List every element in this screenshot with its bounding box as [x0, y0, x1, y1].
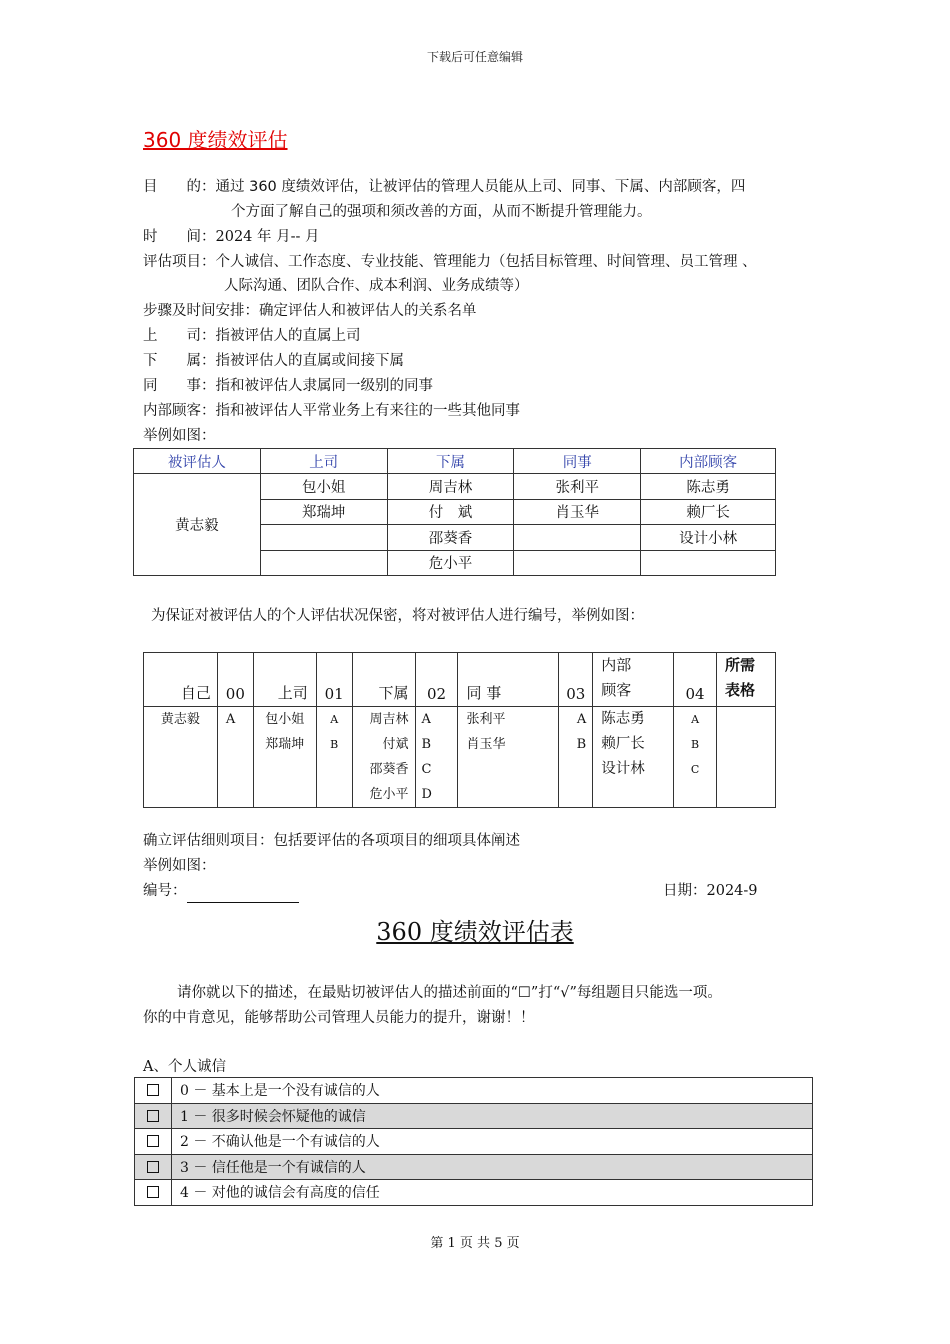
header-cell: [593, 653, 674, 707]
option-row[interactable]: [135, 1180, 813, 1206]
form-title-text: 360 度绩效评估表: [376, 918, 574, 946]
purpose-text: 通过 360 度绩效评估，让被评估的管理人员能从上司、同事、下属、内部顾客，四: [215, 179, 746, 195]
instruction-line-2: 你的中肯意见，能够帮助公司管理人员能力的提升，谢谢！！: [143, 1010, 535, 1026]
header-cell: 00: [217, 653, 253, 707]
header-cell: 自己: [144, 653, 218, 707]
steps-row: 步骤及时间安排：确定评估人和被评估人的关系名单: [143, 303, 477, 319]
checkbox-icon[interactable]: [147, 1084, 159, 1096]
table-cell: 赖厂长: [641, 499, 776, 525]
items-text: 个人诚信、工作态度、专业技能、管理能力（包括目标管理、时间管理、员工管理 、: [215, 254, 757, 270]
boss-row: [143, 324, 361, 348]
table-cell: 设计小林: [641, 525, 776, 551]
sub-name: 付斌: [382, 737, 409, 752]
integrity-table: [134, 1077, 813, 1206]
sub-row: [143, 349, 404, 373]
peer-codes-cell: [559, 707, 593, 808]
header-line: 表格: [725, 681, 756, 699]
table-cell: 陈志勇: [641, 474, 776, 500]
boss-names-cell: [253, 707, 316, 808]
client-text: 指和被评估人平常业务上有来往的一些其他同事: [215, 403, 520, 419]
table-cell: 付 斌: [387, 499, 514, 525]
section-a-title: A、个人诚信: [143, 1059, 226, 1075]
header-cell: [717, 653, 776, 707]
option-row[interactable]: [135, 1078, 813, 1104]
client-names-cell: [593, 707, 674, 808]
client-code: B: [691, 738, 700, 751]
table-cell: 郑瑞坤: [260, 499, 387, 525]
checkbox-icon[interactable]: [147, 1110, 159, 1122]
header-cell: 上司: [253, 653, 316, 707]
boss-code: A: [330, 713, 339, 726]
boss-name: 包小姐: [265, 712, 305, 727]
peer-row: [143, 374, 433, 398]
instruction-line-1: 请你就以下的描述，在最贴切被评估人的描述前面的“☐”打“√”每组题目只能选一项。: [177, 985, 722, 1001]
option-row[interactable]: [135, 1154, 813, 1180]
table-cell: [260, 550, 387, 576]
header-cell: 下属: [352, 653, 415, 707]
sub-text: 指被评估人的直属或间接下属: [215, 353, 404, 369]
number-label: 编号：: [143, 883, 187, 899]
checkbox-cell[interactable]: [135, 1180, 172, 1206]
header-line: 顾客: [601, 681, 632, 699]
confidential-note: 为保证对被评估人的个人评估状况保密，将对被评估人进行编号，举例如图：: [151, 608, 644, 624]
checkbox-cell[interactable]: [135, 1078, 172, 1104]
peer-code: A: [576, 712, 587, 727]
self-name: 黄志毅: [160, 712, 200, 727]
forms-cell: [717, 707, 776, 808]
number-blank: [187, 887, 299, 903]
client-name: 赖厂长: [601, 736, 645, 752]
client-codes-cell: [674, 707, 717, 808]
client-code: C: [690, 763, 700, 776]
checkbox-icon[interactable]: [147, 1186, 159, 1198]
checkbox-cell[interactable]: [135, 1103, 172, 1129]
header-cell: 下属: [387, 449, 514, 474]
sub-name: 周吉林: [369, 712, 409, 727]
self-code: A: [225, 712, 236, 727]
items-text-cont: 人际沟通、团队合作、成本利润、业务成绩等）: [224, 278, 529, 294]
table-cell: 张利平: [514, 474, 641, 500]
header-cell: 01: [316, 653, 352, 707]
header-cell: 内部顾客: [641, 449, 776, 474]
option-text: 0 － 基本上是一个没有诚信的人: [172, 1078, 813, 1104]
page-footer: 第 1 页 共 5 页: [430, 1236, 520, 1251]
purpose-row: [143, 175, 745, 199]
boss-text: 指被评估人的直属上司: [215, 328, 361, 344]
boss-codes-cell: [316, 707, 352, 808]
checkbox-icon[interactable]: [147, 1135, 159, 1147]
table-cell: 肖玉华: [514, 499, 641, 525]
peer-label: 同 事：: [143, 378, 216, 394]
table-cell: [514, 525, 641, 551]
purpose-text-cont: 个方面了解自己的强项和须改善的方面，从而不断提升管理能力。: [231, 204, 652, 220]
option-text: 3 － 信任他是一个有诚信的人: [172, 1154, 813, 1180]
table-cell: [514, 550, 641, 576]
sub-names-cell: [352, 707, 415, 808]
relationship-table: [133, 448, 776, 576]
time-row: [143, 225, 320, 249]
checkbox-cell[interactable]: [135, 1129, 172, 1155]
client-label: 内部顾客：: [143, 403, 216, 419]
coding-table: [143, 652, 776, 808]
header-cell: 被评估人: [134, 449, 261, 474]
option-text: 4 － 对他的诚信会有高度的信任: [172, 1180, 813, 1206]
option-row[interactable]: [135, 1129, 813, 1155]
header-line: 内部: [601, 656, 632, 674]
table-cell: [641, 550, 776, 576]
page-header: 下载后可任意编辑: [426, 50, 523, 64]
table-row: [134, 474, 776, 500]
option-row[interactable]: [135, 1103, 813, 1129]
header-cell: 同 事: [458, 653, 559, 707]
table-cell: 周吉林: [387, 474, 514, 500]
items-label: 评估项目：: [143, 254, 216, 270]
client-code: A: [691, 713, 700, 726]
boss-code: B: [330, 738, 339, 751]
header-cell: 同事: [514, 449, 641, 474]
option-text: 1 － 很多时候会怀疑他的诚信: [172, 1103, 813, 1129]
date-label: 日期：2024-9: [663, 883, 758, 899]
header-cell: 上司: [260, 449, 387, 474]
client-row: [143, 399, 520, 423]
sub-code: B: [421, 737, 432, 752]
form-title: [0, 912, 950, 947]
peer-name: 张利平: [466, 712, 506, 727]
sub-code: A: [421, 712, 431, 727]
items-row: [143, 250, 757, 274]
coding-body-row: [144, 707, 776, 808]
page-title: 360 度绩效评估: [143, 128, 288, 152]
table-cell: 危小平: [387, 550, 514, 576]
boss-label: 上 司：: [143, 328, 216, 344]
table-header-row: [134, 449, 776, 474]
checkbox-icon[interactable]: [147, 1161, 159, 1173]
time-label: 时 间：: [143, 229, 216, 245]
sub-name: 危小平: [369, 787, 409, 802]
sub-codes-cell: [415, 707, 458, 808]
self-name-cell: [144, 707, 218, 808]
time-value: 2024 年 月-- 月: [215, 229, 320, 245]
detail-line: 确立评估细则项目：包括要评估的各项项目的细项具体阐述: [143, 833, 520, 849]
coding-header-row: [144, 653, 776, 707]
header-cell: 02: [415, 653, 458, 707]
header-cell: 03: [559, 653, 593, 707]
client-name: 陈志勇: [601, 711, 645, 727]
peer-code: B: [576, 737, 587, 752]
checkbox-cell[interactable]: [135, 1154, 172, 1180]
example-label-1: 举例如图：: [143, 428, 216, 444]
self-code-cell: [217, 707, 253, 808]
sub-code: D: [421, 787, 432, 802]
option-text: 2 － 不确认他是一个有诚信的人: [172, 1129, 813, 1155]
boss-name: 郑瑞坤: [265, 737, 305, 752]
table-cell: [260, 525, 387, 551]
sub-label: 下 属：: [143, 353, 216, 369]
number-row: [143, 879, 299, 903]
header-cell: 04: [674, 653, 717, 707]
purpose-label: 目 的：: [143, 179, 216, 195]
table-cell: 包小姐: [260, 474, 387, 500]
sub-code: C: [421, 762, 432, 777]
header-line: 所需: [725, 656, 756, 674]
client-name: 设计林: [601, 761, 645, 777]
peer-names-cell: [458, 707, 559, 808]
evaluatee-cell: 黄志毅: [134, 474, 261, 576]
sub-name: 邵葵香: [369, 762, 409, 777]
table-cell: 邵葵香: [387, 525, 514, 551]
peer-name: 肖玉华: [466, 737, 506, 752]
peer-text: 指和被评估人隶属同一级别的同事: [215, 378, 433, 394]
example-label-2: 举例如图：: [143, 858, 216, 874]
